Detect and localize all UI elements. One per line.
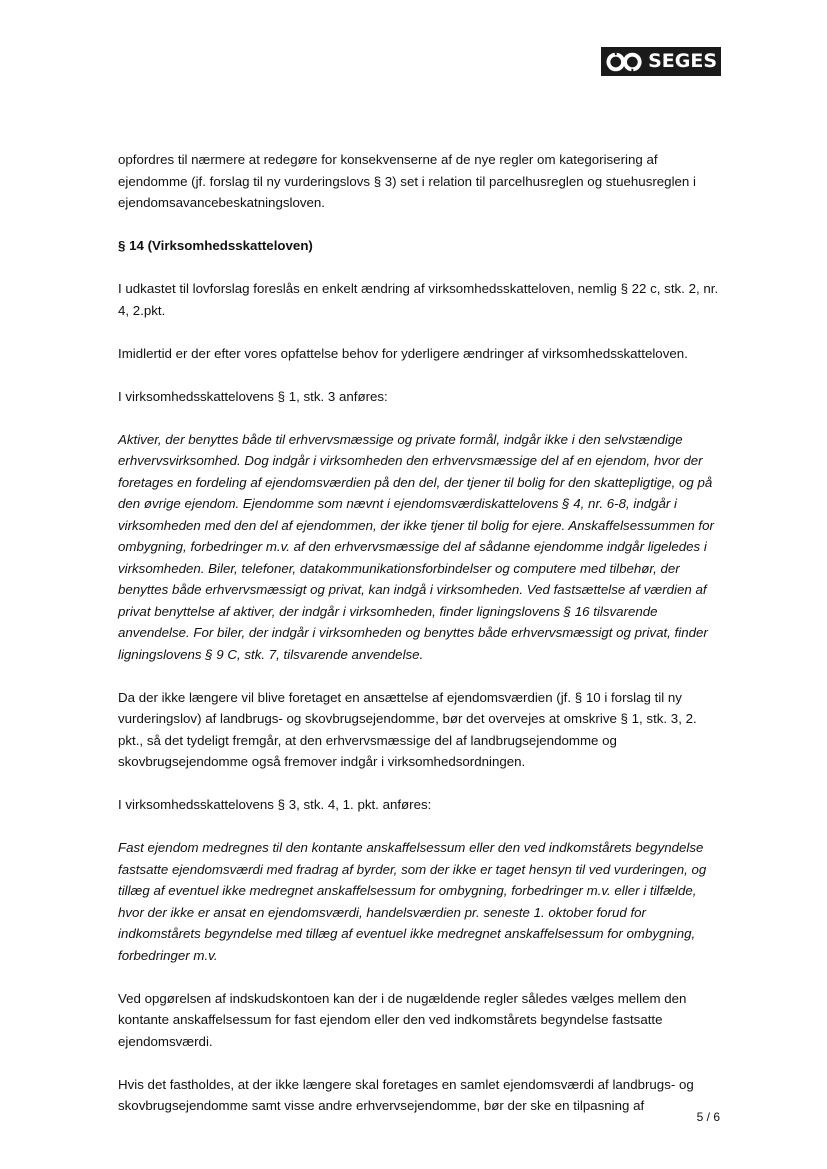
- quoted-law-text: Fast ejendom medregnes til den kontante anskaffelsessum eller den ved indkomstårets begyndelse fastsatte ejendomsværdi med fradrag af byrder, som der ikke er taget hensyn til ved vurderingen, og tillæg af eventuel ikke medregnet anskaffelsessum for ombygning, forbedringer m.v. eller i tilfælde, hvor der ikke er ansat en ejendomsværdi, handelsværdien pr. seneste 1. oktober forud for indkomstårets begyndelse med tillæg af eventuel ikke medregnet anskaffelsessum for ombygning, forbedringer m.v.: [118, 840, 707, 963]
- body-paragraph: Imidlertid er der efter vores opfattelse behov for yderligere ændringer af virksomhedsskatteloven.: [118, 345, 688, 361]
- body-paragraph: Hvis det fastholdes, at der ikke længere skal foretages en samlet ejendomsværdi af landbrugs- og skovbrugsejendomme samt visse andre erhvervsejendomme, bør der ske en tilpasning af: [118, 1076, 694, 1113]
- body-paragraph: Ved opgørelsen af indskudskontoen kan der i de nugældende regler således vælges mellem den kontante anskaffelsessum for fast ejendom eller den ved indkomstårets begyndelse fastsatte ejendomsværdi.: [118, 990, 687, 1049]
- body-paragraph: I udkastet til lovforslag foreslås en enkelt ændring af virksomhedsskatteloven, nemlig § 22 c, stk. 2, nr. 4, 2.pkt.: [118, 281, 719, 318]
- page-number: 5 / 6: [696, 1110, 720, 1124]
- seges-logo-icon: [605, 51, 644, 73]
- body-paragraph: Da der ikke længere vil blive foretaget en ansættelse af ejendomsværdien (jf. § 10 i forslag til ny vurderingslov) af landbrugs- og skovbrugsejendomme, bør det overvejes at omskrive § 1, stk. 3, 2. pkt., så det tydeligt fremgår, at den erhvervsmæssige del af landbrugsejendomme og skovbrugsejendomme også fremover indgår i virksomhedsordningen.: [118, 689, 697, 769]
- logo-text: SEGES: [648, 50, 717, 72]
- document-body: [118, 149, 724, 1138]
- body-paragraph: I virksomhedsskattelovens § 1, stk. 3 anføres:: [118, 388, 388, 404]
- body-paragraph: opfordres til nærmere at redegøre for konsekvenserne af de nye regler om kategorisering af ejendomme (jf. forslag til ny vurderingslovs § 3) set i relation til parcelhusreglen og stuehusreglen i ejendomsavancebeskatningsloven.: [118, 152, 696, 210]
- body-paragraph: I virksomhedsskattelovens § 3, stk. 4, 1. pkt. anføres:: [118, 797, 432, 812]
- seges-logo: [601, 47, 721, 76]
- quoted-law-text: Aktiver, der benyttes både til erhvervsmæssige og private formål, indgår ikke i den selvstændige erhvervsvirksomhed. Dog indgår i virksomheden den erhvervsmæssige del af en ejendom, hvor der foretages en fordeling af ejendomsværdien på den del, der tjener til bolig for den skattepligtige, og på den øvrige ejendom. Ejendomme som nævnt i ejendomsværdiskattelovens § 4, nr. 6-8, indgår i virksomheden med den del af ejendommen, der ikke tjener til bolig for ejere. Anskaffelsessummen for ombygning, forbedringer m.v. af den erhvervsmæssige del af sådanne ejendomme indgår ligeledes i virksomheden. Biler, telefoner, datakommunikationsforbindelser og computere med tilbehør, der benyttes både erhvervsmæssigt og privat, kan indgå i virksomheden. Ved fastsættelse af værdien af privat benyttelse af aktiver, der indgår i virksomheden, finder ligningslovens § 16 tilsvarende anvendelse. For biler, der indgår i virksomheden og benyttes både erhvervsmæssigt og privat, finder ligningslovens § 9 C, stk. 7, tilsvarende anvendelse.: [118, 431, 714, 662]
- section-heading: § 14 (Virksomhedsskatteloven): [118, 238, 313, 253]
